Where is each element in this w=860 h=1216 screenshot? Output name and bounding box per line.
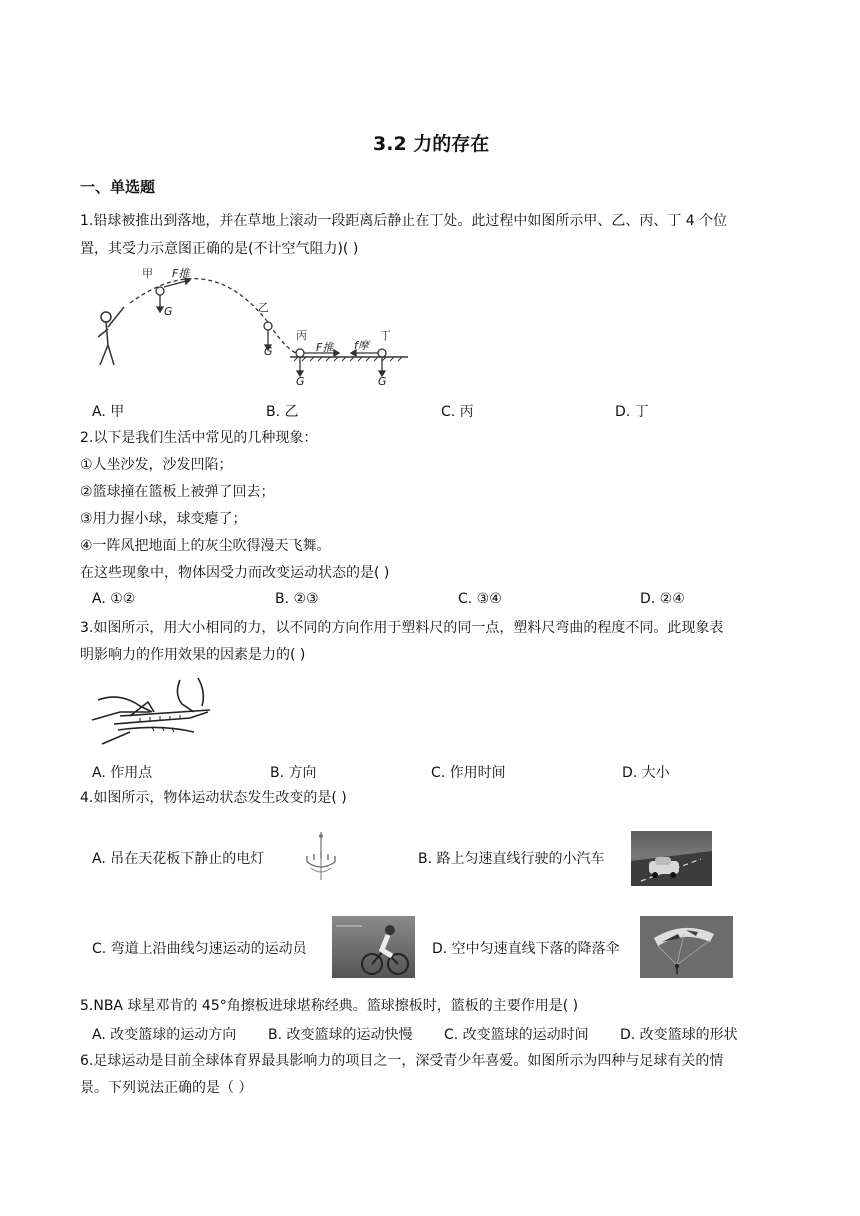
label-g-2: G	[264, 345, 273, 358]
parachute-image	[640, 916, 733, 978]
label-jia: 甲	[142, 267, 153, 280]
question-2-prompt: 在这些现象中，物体因受力而改变运动状态的是( )	[80, 565, 390, 581]
q5-option-d[interactable]: D. 改变篮球的形状	[620, 1027, 738, 1043]
q2-option-c[interactable]: C. ③④	[458, 591, 502, 607]
section-heading: 一、单选题	[80, 178, 156, 196]
label-bing: 丙	[296, 329, 307, 342]
q2-option-d[interactable]: D. ②④	[640, 591, 685, 607]
question-6-text-cont: 景。下列说法正确的是（ ）	[80, 1080, 253, 1096]
q3-option-d[interactable]: D. 大小	[622, 765, 670, 781]
question-1-text: 1.铅球被推出到落地，并在草地上滚动一段距离后静止在丁处。此过程中如图所示甲、乙、丙、丁 4 个位	[80, 213, 728, 229]
question-6-text: 6.足球运动是目前全球体育界最具影响力的项目之一，深受青少年喜爱。如图所示为四种与足球有关的情	[80, 1053, 724, 1069]
q1-option-d[interactable]: D. 丁	[615, 404, 649, 420]
q4-option-b[interactable]: B. 路上匀速直线行驶的小汽车	[418, 851, 605, 867]
label-g-4: G	[378, 375, 387, 388]
q5-option-b[interactable]: B. 改变篮球的运动快慢	[268, 1027, 413, 1043]
q2-item-1: ①人坐沙发，沙发凹陷；	[80, 457, 233, 473]
label-g-3: G	[296, 375, 305, 388]
question-3-text: 3.如图所示，用大小相同的力，以不同的方向作用于塑料尺的同一点，塑料尺弯曲的程度不同。此现象表	[80, 620, 724, 636]
label-yi: 乙	[258, 301, 269, 314]
chandelier-image	[302, 832, 340, 884]
page-title: 3.2 力的存在	[373, 133, 490, 155]
q5-option-c[interactable]: C. 改变篮球的运动时间	[444, 1027, 589, 1043]
car-on-road-image	[631, 831, 712, 886]
shot-put-trajectory-figure	[90, 265, 420, 390]
q3-option-c[interactable]: C. 作用时间	[431, 765, 506, 781]
label-g-1: G	[164, 305, 173, 318]
q2-item-4: ④一阵风把地面上的灰尘吹得漫天飞舞。	[80, 538, 331, 554]
cyclist-image	[332, 916, 415, 978]
q2-option-a[interactable]: A. ①②	[92, 591, 136, 607]
label-f-push-1: F推	[172, 267, 190, 280]
plastic-ruler-figure	[90, 672, 215, 750]
q4-option-d[interactable]: D. 空中匀速直线下落的降落伞	[432, 941, 620, 957]
q4-option-c[interactable]: C. 弯道上沿曲线匀速运动的运动员	[92, 941, 307, 957]
label-f-push-2: F推	[316, 341, 334, 354]
q3-option-b[interactable]: B. 方向	[270, 765, 317, 781]
question-2-text: 2.以下是我们生活中常见的几种现象：	[80, 430, 318, 446]
q1-option-c[interactable]: C. 丙	[441, 404, 474, 420]
q2-option-b[interactable]: B. ②③	[275, 591, 319, 607]
q1-option-a[interactable]: A. 甲	[92, 404, 125, 420]
question-1-text-cont: 置，其受力示意图正确的是(不计空气阻力)( )	[80, 241, 359, 257]
question-5-text: 5.NBA 球星邓肯的 45°角擦板进球堪称经典。篮球擦板时，篮板的主要作用是( )	[80, 998, 579, 1014]
q4-option-a[interactable]: A. 吊在天花板下静止的电灯	[92, 851, 265, 867]
q5-option-a[interactable]: A. 改变篮球的运动方向	[92, 1027, 237, 1043]
q1-option-b[interactable]: B. 乙	[266, 404, 299, 420]
q2-item-3: ③用力握小球，球变瘪了；	[80, 511, 247, 527]
question-4-text: 4.如图所示，物体运动状态发生改变的是( )	[80, 790, 347, 806]
label-ding: 丁	[380, 329, 391, 342]
q3-option-a[interactable]: A. 作用点	[92, 765, 153, 781]
label-f-fric: f摩	[354, 339, 369, 352]
q2-item-2: ②篮球撞在篮板上被弹了回去；	[80, 484, 275, 500]
question-3-text-cont: 明影响力的作用效果的因素是力的( )	[80, 647, 306, 663]
